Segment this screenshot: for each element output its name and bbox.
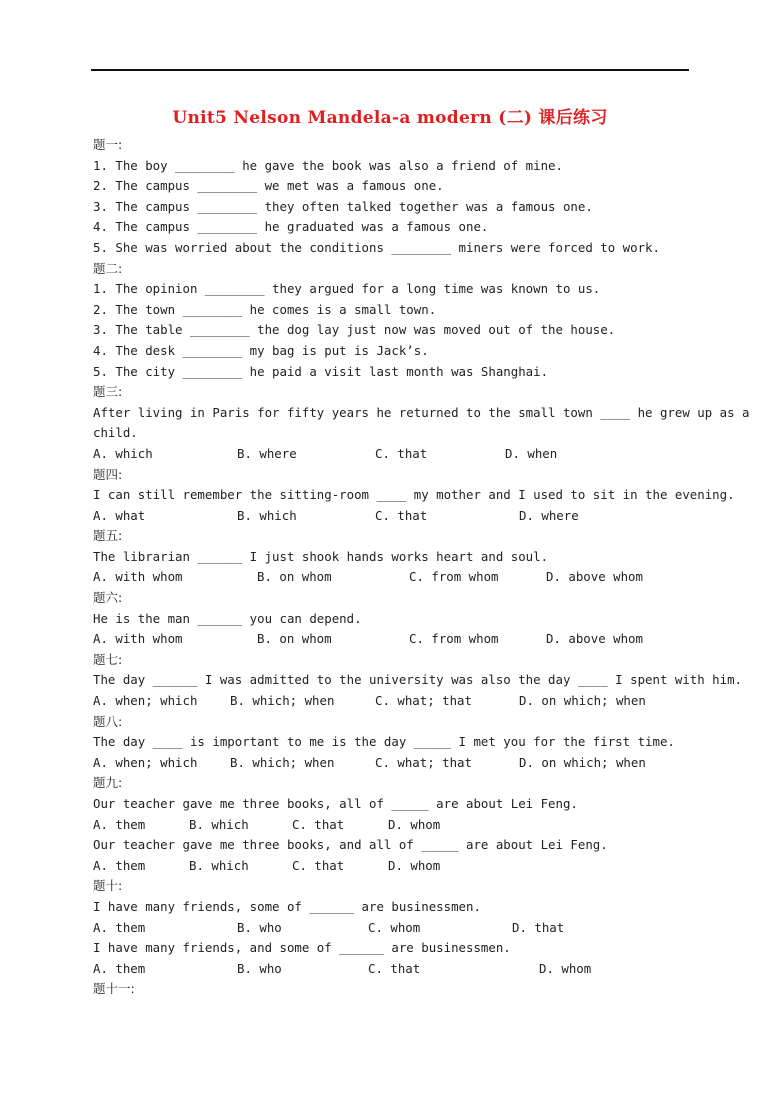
question-line: 1. The boy ________ he gave the book was also a friend of mine. — [93, 157, 563, 173]
option-d: D. on which; when — [519, 754, 646, 770]
section-heading: 题九: — [93, 775, 123, 791]
section-heading: 题七: — [93, 651, 123, 667]
answer-options — [93, 444, 693, 465]
option-a: A. with whom — [93, 569, 183, 585]
option-a: A. with whom — [93, 631, 183, 647]
answer-options — [93, 753, 693, 774]
section-heading: 题六: — [93, 590, 123, 606]
option-d: D. when — [505, 445, 558, 461]
option-b: B. where — [237, 445, 297, 461]
question-line: 1. The opinion ________ they argued for a long time was known to us. — [93, 281, 601, 297]
option-a: A. when; which — [93, 754, 198, 770]
question-line: 3. The campus ________ they often talked together was a famous one. — [93, 198, 593, 214]
section-heading: 题十: — [93, 878, 123, 894]
option-d: D. that — [512, 919, 565, 935]
option-a: A. what — [93, 507, 146, 523]
option-b: B. on whom — [257, 631, 332, 647]
option-c: C. that — [292, 816, 345, 832]
option-c: C. from whom — [409, 569, 499, 585]
option-a: A. which — [93, 445, 153, 461]
option-a: A. them — [93, 919, 146, 935]
answer-options — [93, 856, 693, 877]
option-b: B. which — [189, 816, 249, 832]
answer-options — [93, 691, 693, 712]
option-d: D. above whom — [546, 631, 643, 647]
question-line: 2. The town ________ he comes is a small town. — [93, 301, 437, 317]
section-heading: 题一: — [93, 137, 123, 152]
question-line: 2. The campus ________ we met was a famous one. — [93, 178, 444, 194]
option-d: D. above whom — [546, 569, 643, 585]
answer-options — [93, 918, 693, 939]
option-c: C. what; that — [375, 754, 472, 770]
question-line: 4. The campus ________ he graduated was a famous one. — [93, 219, 489, 235]
option-b: B. who — [237, 960, 282, 976]
option-b: B. which; when — [230, 693, 335, 709]
header-rule — [91, 69, 689, 71]
answer-options — [93, 959, 693, 980]
answer-options — [93, 815, 693, 836]
option-c: C. that — [368, 960, 421, 976]
option-d: D. where — [519, 507, 579, 523]
option-b: B. which — [237, 507, 297, 523]
question-text: I have many friends, some of ______ are businessmen. — [93, 898, 481, 914]
option-a: A. them — [93, 960, 146, 976]
option-c: C. from whom — [409, 631, 499, 647]
section-heading: 题三: — [93, 384, 123, 400]
option-c: C. that — [375, 507, 428, 523]
section-heading: 题四: — [93, 466, 123, 482]
option-d: D. whom — [388, 816, 441, 832]
question-text: I can still remember the sitting-room ____ my mother and I used to sit in the evening. — [93, 487, 735, 503]
option-c: C. whom — [368, 919, 421, 935]
section-heading: 题二: — [93, 260, 123, 276]
option-b: B. on whom — [257, 569, 332, 585]
question-line: 5. The city ________ he paid a visit last month was Shanghai. — [93, 363, 549, 379]
option-a: A. them — [93, 816, 146, 832]
question-text: child. — [93, 425, 138, 441]
answer-options — [93, 506, 693, 527]
option-c: C. that — [375, 445, 428, 461]
option-a: A. when; which — [93, 693, 198, 709]
option-c: C. what; that — [375, 693, 472, 709]
worksheet-body — [93, 135, 750, 1000]
page-title: Unit5 Nelson Mandela-a modern (二) 课后练习 — [172, 108, 608, 128]
question-line: 4. The desk ________ my bag is put is Jack’s. — [93, 342, 429, 358]
question-text: Our teacher gave me three books, and all of _____ are about Lei Feng. — [93, 837, 608, 853]
option-b: B. which; when — [230, 754, 335, 770]
section-heading: 题十一: — [93, 981, 135, 997]
question-text: The day ____ is important to me is the day _____ I met you for the first time. — [93, 734, 675, 750]
section-heading: 题五: — [93, 528, 123, 544]
option-b: B. which — [189, 857, 249, 873]
option-a: A. them — [93, 857, 146, 873]
question-text: Our teacher gave me three books, all of _____ are about Lei Feng. — [93, 796, 578, 811]
question-line: 5. She was worried about the conditions ________ miners were forced to work. — [93, 239, 660, 255]
answer-options — [93, 629, 693, 650]
option-d: D. on which; when — [519, 693, 646, 709]
option-d: D. whom — [539, 960, 592, 976]
question-text: After living in Paris for fifty years he returned to the small town ____ he grew up as a — [93, 404, 750, 420]
question-text: The day ______ I was admitted to the university was also the day ____ I spent with him. — [93, 672, 743, 688]
option-b: B. who — [237, 919, 282, 935]
option-d: D. whom — [388, 857, 441, 873]
answer-options — [93, 567, 693, 588]
question-text: I have many friends, and some of ______ are businessmen. — [93, 940, 511, 956]
option-c: C. that — [292, 857, 345, 873]
question-text: He is the man ______ you can depend. — [93, 610, 362, 626]
question-line: 3. The table ________ the dog lay just now was moved out of the house. — [93, 322, 616, 338]
section-heading: 题八: — [93, 713, 123, 729]
question-text: The librarian ______ I just shook hands works heart and soul. — [93, 548, 549, 564]
